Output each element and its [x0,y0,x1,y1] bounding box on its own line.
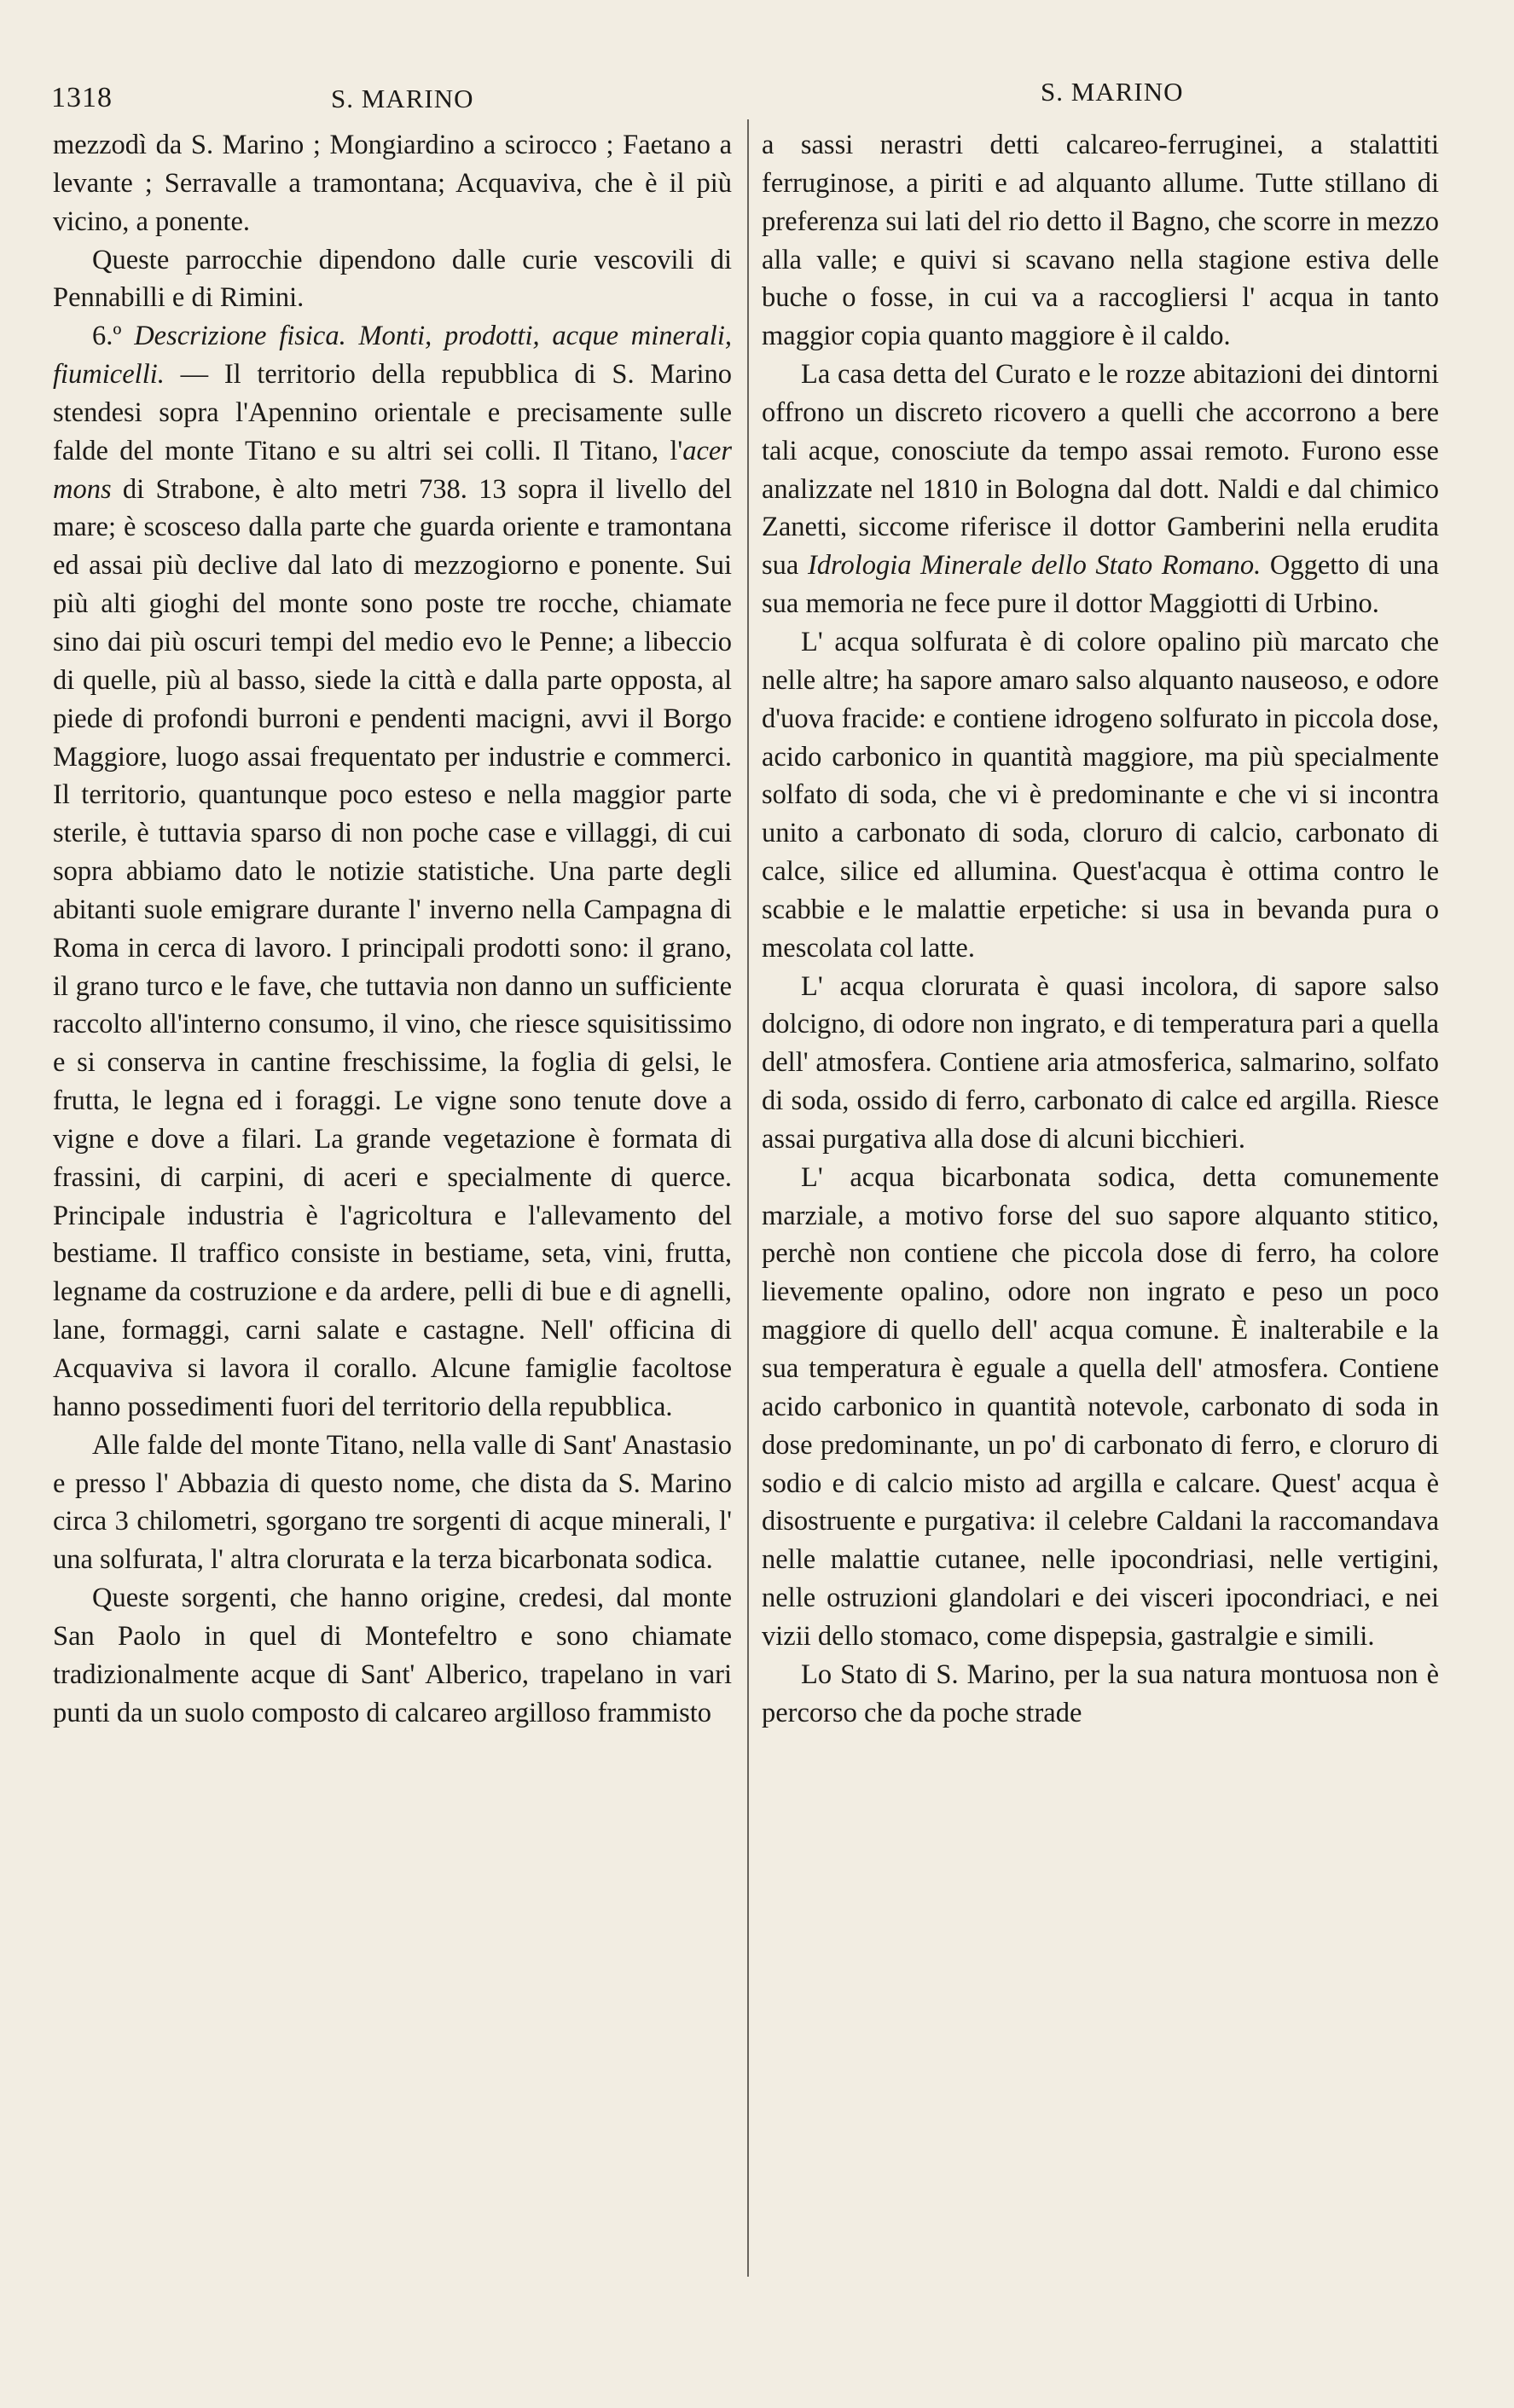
paragraph: Alle falde del monte Titano, nella valle di Sant' Anastasio e presso l' Abbazia di questo nome, che dista da S. Marino circa 3 chilometri, sgorgano tre sorgenti di acque minerali, l' una solfurata, l' altra clorurata e la terza bicarbonata sodica. [53,1429,732,1576]
paragraph [762,356,1439,623]
paragraph: a sassi nerastri detti calcareo-ferruginei, a stalattiti ferruginose, a piriti e ad alquanto allume. Tutte stillano di preferenza sui lati del rio detto il Bagno, che scorre in mezzo alla valle; e quivi si scavano nella stagione estiva delle buche o fosse, in cui va a raccogliersi l' acqua in tanto maggior copia quanto maggiore è il caldo. [762,130,1439,352]
column-divider [747,119,749,2277]
header-title-left: S. MARINO [331,84,474,113]
right-column [762,126,1439,1732]
header-title-right: S. MARINO [1041,77,1184,107]
paragraph: Lo Stato di S. Marino, per la sua natura montuosa non è percorso che da poche strade [762,1658,1439,1728]
italic-phrase: acer mons [53,435,732,505]
paragraph-text: — Il territorio della repubblica di S. Marino stendesi sopra l'Apennino orientale e precisamente sulle falde del monte Titano e su altri sei colli. Il Titano, l' [53,359,732,466]
section-number: 6.º [92,321,135,352]
page-number: 1318 [51,82,113,113]
paragraph: mezzodì da S. Marino ; Mongiardino a scirocco ; Faetano a levante ; Serravalle a tramontana; Acquaviva, che è il più vicino, a ponente. [53,130,732,237]
left-column [53,126,732,1732]
paragraph: Queste parrocchie dipendono dalle curie vescovili di Pennabilli e di Rimini. [53,244,732,314]
paragraph-text: La casa detta del Curato e le rozze abitazioni dei dintorni offrono un discreto ricovero a quelli che accorrono a bere tali acque, conosciute da tempo assai remoto. Furono esse analizzate nel 1810 in Bologna dal dott. Naldi e dal chimico Zanetti, siccome riferisce il dottor Gamberini nella erudita sua [762,359,1439,582]
section-heading: Descrizione fisica. Monti, prodotti, acque minerali, fiumicelli. [53,321,732,391]
paragraph: L' acqua clorurata è quasi incolora, di sapore salso dolcigno, di odore non ingrato, e di temperatura pari a quella dell' atmosfera. Contiene aria atmosferica, salmarino, solfato di soda, ossido di ferro, carbonato di calce ed argilla. Riesce assai purgativa alla dose di alcuni bicchieri. [762,970,1439,1155]
paragraph: Queste sorgenti, che hanno origine, credesi, dal monte San Paolo in quel di Montefeltro e sono chiamate tradizionalmente acque di Sant' Alberico, trapelano in vari punti da un suolo composto di calcareo argilloso frammisto [53,1583,732,1728]
paragraph-text: di Strabone, è alto metri 738. 13 sopra il livello del mare; è scosceso dalla parte che guarda oriente e tramontana ed assai più declive dal lato di mezzogiorno e ponente. Sui più alti gioghi del monte sono poste tre rocche, chiamate sino dai più oscuri tempi del medio evo le Penne; a libeccio di quelle, più al basso, siede la città e dalla parte opposta, al piede di profondi burroni e pendenti macigni, avvi il Borgo Maggiore, luogo assai frequentato per industrie e commerci. Il territorio, quantunque poco esteso e nella maggior parte sterile, è tuttavia sparso di non poche case e villaggi, di cui sopra abbiamo dato le notizie statistiche. Una parte degli abitanti suole emigrare durante l' inverno nella Campagna di Roma in cerca di lavoro. I principali prodotti sono: il grano, il grano turco e le fave, che tuttavia non danno un sufficiente raccolto all'interno consumo, il vino, che riesce squisitissimo e si conserva in cantine freschissime, la foglia di gelsi, le frutta, le legna ed i foraggi. Le vigne sono tenute dove a vigne e dove a filari. La grande vegetazione è formata di frassini, di carpini, di aceri e specialmente di querce. Principale industria è l'agricoltura e l'allevamento del bestiame. Il traffico consiste in bestiame, seta, vini, frutta, legname da costruzione e da ardere, pelli di bue e di agnelli, lane, formaggi, carni salate e castagne. Nell' officina di Acquaviva si lavora il corallo. Alcune famiglie facoltose hanno possedimenti fuori del territorio della repubblica. [53,473,732,1422]
paragraph-text: Oggetto di una sua memoria ne fece pure il dottor Maggiotti di Urbino. [762,550,1439,620]
paragraph-section-6 [53,317,732,1426]
book-title: Idrologia Minerale dello Stato Romano. [807,550,1262,582]
paragraph: L' acqua bicarbonata sodica, detta comunemente marziale, a motivo forse del suo sapore alquanto stitico, perchè non contiene che piccola dose di ferro, ha colore lievemente opalino, odore non ingrato e peso un poco maggiore di quello dell' acqua comune. È inalterabile e la sua temperatura è eguale a quella dell' atmosfera. Contiene acido carbonico in quantità notevole, carbonato di soda in dose predominante, un po' di carbonato di ferro, e cloruro di sodio e di calcio misto ad argilla e calcare. Quest' acqua è disostruente e purgativa: il celebre Caldani la raccomandava nelle malattie cutanee, nelle ipocondriasi, nelle vertigini, nelle ostruzioni glandolari e dei visceri ipocondriaci, e nei vizii dello stomaco, come dispepsia, gastralgie e simili. [762,1161,1439,1652]
running-header-left [51,82,751,119]
paragraph: L' acqua solfurata è di colore opalino più marcato che nelle altre; ha sapore amaro salso alquanto nauseoso, e odore d'uova fracide: e contiene idrogeno solfurato in piccola dose, acido carbonico in quantità maggiore, ma più specialmente solfato di soda, che vi è predominante e che vi si incontra unito a carbonato di soda, cloruro di calcio, carbonato di calce, silice ed allumina. Quest'acqua è ottima contro le scabbie e le malattie erpetiche: si usa in bevanda pura o mescolata col latte. [762,626,1439,964]
